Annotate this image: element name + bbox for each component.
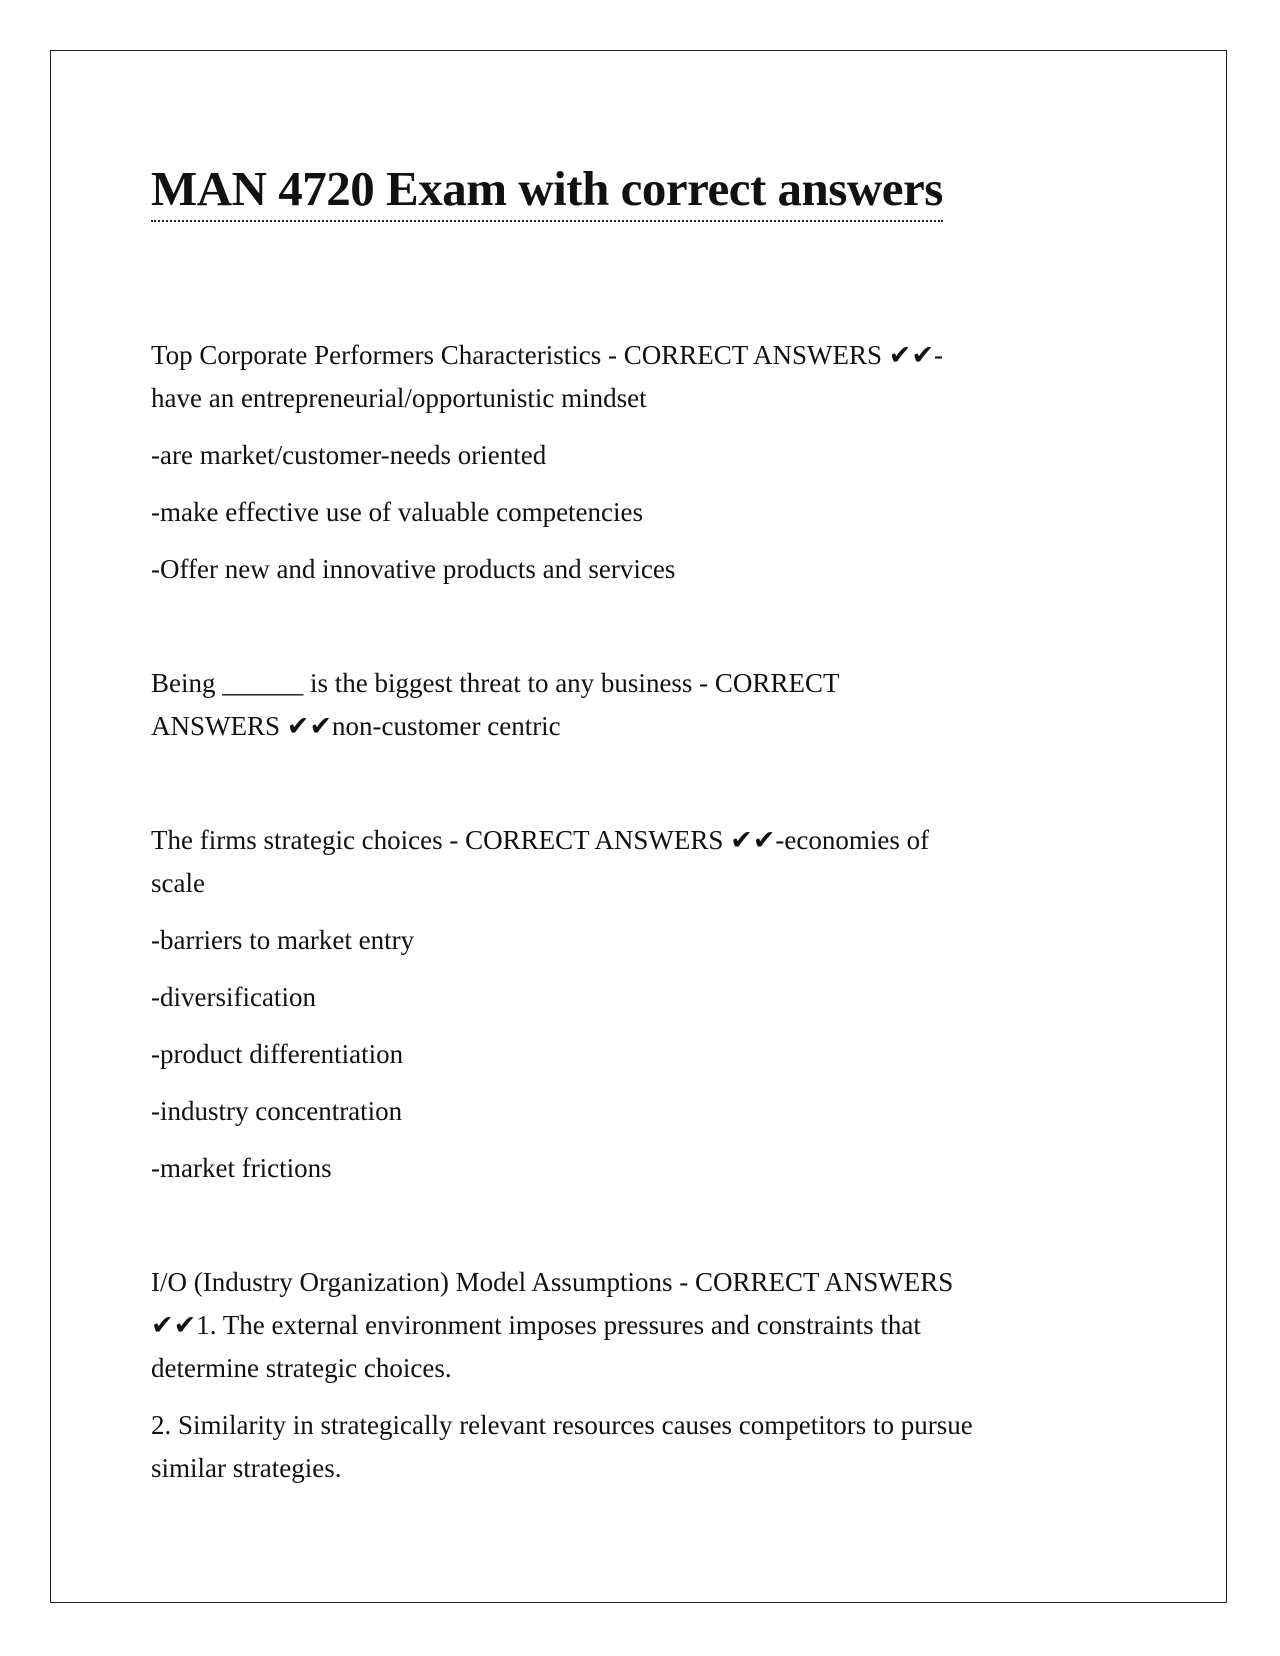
paragraph [151, 434, 1151, 477]
text-line: -are market/customer-needs oriented [151, 440, 547, 470]
text-line: Being ______ is the biggest threat to any business - CORRECT [151, 668, 840, 698]
text-line: -market frictions [151, 1153, 332, 1183]
text-line: -diversification [151, 982, 316, 1012]
paragraph [151, 1404, 1151, 1490]
text-line: similar strategies. [151, 1453, 342, 1483]
text-line: -barriers to market entry [151, 925, 415, 955]
paragraph [151, 819, 1151, 905]
qa-section [151, 662, 1151, 748]
text-line: determine strategic choices. [151, 1353, 452, 1383]
text-line: Top Corporate Performers Characteristics - CORRECT ANSWERS ✔✔- [151, 340, 943, 370]
qa-section [151, 1261, 1151, 1490]
document-body [151, 334, 1151, 1490]
text-line: have an entrepreneurial/opportunistic mindset [151, 383, 647, 413]
paragraph [151, 919, 1151, 962]
paragraph [151, 1147, 1151, 1190]
qa-section [151, 819, 1151, 1190]
text-line: ✔✔1. The external environment imposes pressures and constraints that [151, 1310, 921, 1340]
text-line: -product differentiation [151, 1039, 404, 1069]
paragraph [151, 548, 1151, 591]
paragraph [151, 1033, 1151, 1076]
text-line: -Offer new and innovative products and services [151, 554, 676, 584]
text-line: 2. Similarity in strategically relevant resources causes competitors to pursue [151, 1410, 973, 1440]
paragraph [151, 491, 1151, 534]
paragraph [151, 1261, 1151, 1390]
text-line: -make effective use of valuable competencies [151, 497, 644, 527]
paragraph [151, 976, 1151, 1019]
paragraph [151, 662, 1151, 748]
paragraph [151, 1090, 1151, 1133]
text-line: I/O (Industry Organization) Model Assumptions - CORRECT ANSWERS [151, 1267, 954, 1297]
text-line: -industry concentration [151, 1096, 403, 1126]
paragraph [151, 334, 1151, 420]
document-title: MAN 4720 Exam with correct answers [151, 160, 943, 222]
qa-section [151, 334, 1151, 591]
text-line: ANSWERS ✔✔non-customer centric [151, 711, 561, 741]
text-line: scale [151, 868, 205, 898]
text-line: The firms strategic choices - CORRECT ANSWERS ✔✔-economies of [151, 825, 930, 855]
